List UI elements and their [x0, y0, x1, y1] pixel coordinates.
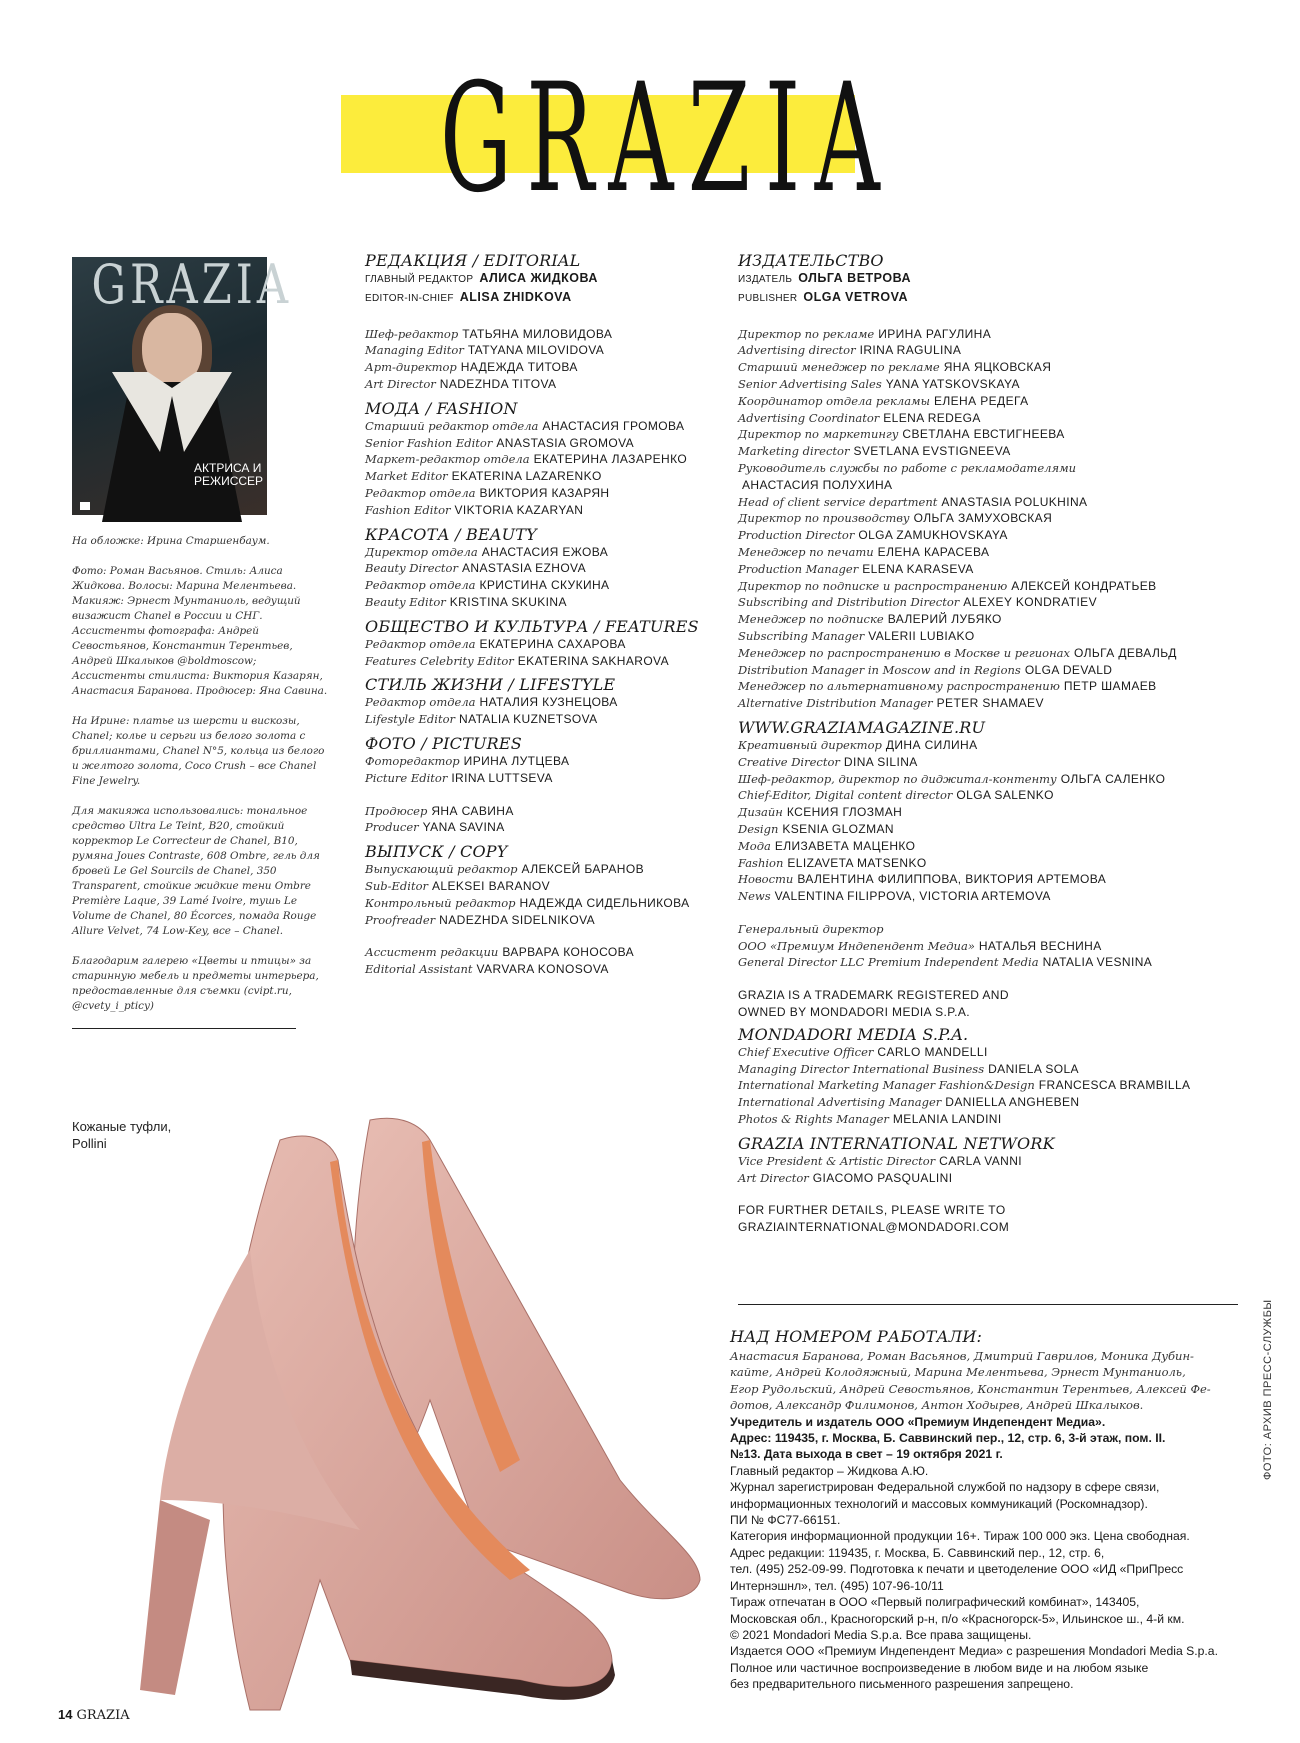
- staff-line: [738, 510, 1258, 527]
- credits-title: НАД НОМЕРОМ РАБОТАЛИ:: [730, 1327, 983, 1346]
- staff-role: General Director LLC Premium Independent Media: [738, 955, 1039, 970]
- staff-line: [365, 912, 710, 929]
- staff-name: DANIELA SOLA: [988, 1061, 1079, 1076]
- staff-name: ОЛЬГА ЗАМУХОВСКАЯ: [913, 511, 1053, 526]
- masthead-logo: GRAZIA: [440, 52, 895, 226]
- caption-paragraph: На Ирине: платье из шерсти и вискозы, Chanel; колье и серьги из белого золота с бриллиантами, Chanel N°5, кольца из белого и желтого золота, Coco Crush – все Chanel Fine Jewelry.: [72, 715, 325, 787]
- staff-name: PETER SHAMAEV: [936, 696, 1044, 711]
- staff-line: [738, 787, 1258, 804]
- text-line: GRAZIAINTERNATIONAL@MONDADORI.COM: [738, 1220, 1010, 1235]
- staff-name: АНАСТАСИЯ ГРОМОВА: [542, 418, 685, 433]
- staff-line: [365, 435, 710, 452]
- staff-line: [738, 594, 1258, 611]
- caption-paragraph: Для макияжа использовались: тональное средство Ultra Le Teint, B20, стойкий корректор Le Correcteur de Chanel, B10, румяна Joues Contraste, 608 Ombre, гель для бровей Le Gel Sourcils de Chanel, 350 Transparent, стойкие жидкие тени Ombre Première Laque, 39 Lamé Ivoire, тушь Le Volume de Chanel, 80 Écorces, помада Rouge Allure Velvet, 74 Low-Key, все – Chanel.: [72, 805, 320, 937]
- role-label: PUBLISHER: [738, 292, 798, 304]
- staff-line: [365, 289, 710, 308]
- staff-name: ELENA REDEGA: [883, 410, 981, 425]
- staff-name: ВАРВАРА КОНОСОВА: [502, 945, 635, 960]
- staff-role: Старший менеджер по рекламе: [738, 360, 940, 375]
- cover-dress: [102, 382, 242, 522]
- staff-line: [365, 636, 710, 653]
- credits-rule: [738, 1304, 1238, 1305]
- text-line: Адрес: 119435, г. Москва, Б. Саввинский пер., 12, стр. 6, 3-й этаж, пом. II.: [730, 1431, 1166, 1446]
- staff-line: [365, 770, 710, 787]
- staff-line: [738, 737, 1258, 754]
- staff-role: Fashion: [738, 855, 784, 870]
- staff-line: [738, 871, 1258, 888]
- staff-name: ANASTASIA GROMOVA: [496, 435, 635, 450]
- photo-credit-vertical: ФОТО: АРХИВ ПРЕСС-СЛУЖБЫ: [1262, 1299, 1274, 1480]
- role-label: ИЗДАТЕЛЬ: [738, 274, 793, 285]
- staff-name: DANIELLA ANGHEBEN: [945, 1095, 1080, 1110]
- staff-role: Руководитель службы по работе с рекламодателями: [738, 460, 1077, 475]
- staff-line: [738, 855, 1258, 872]
- staff-role: Art Director: [738, 1170, 809, 1185]
- staff-name: EKATERINA LAZARENKO: [451, 469, 602, 484]
- staff-role: Head of client service department: [738, 494, 938, 509]
- staff-name: ОЛЬГА САЛЕНКО: [1060, 771, 1166, 786]
- staff-line: [365, 653, 710, 670]
- staff-name: АЛЕКСЕЙ БАРАНОВ: [521, 862, 645, 877]
- staff-role: Шеф-редактор, директор по диджитал-контенту: [738, 771, 1057, 786]
- staff-role: Design: [738, 821, 779, 836]
- staff-role: Редактор отдела: [365, 636, 476, 651]
- staff-line: [738, 921, 1258, 938]
- staff-line: [365, 961, 710, 978]
- staff-name: NATALIA VESNINA: [1042, 955, 1153, 970]
- staff-line: [738, 888, 1258, 905]
- staff-name: ELENA KARASEVA: [862, 561, 974, 576]
- staff-line: [738, 1077, 1258, 1094]
- staff-line: [365, 878, 710, 895]
- staff-line: [738, 359, 1258, 376]
- staff-role: International Marketing Manager Fashion&Design: [738, 1078, 1035, 1093]
- text-line: кайте, Андрей Колодяжный, Марина Мелентьева, Эрнест Мунтаниоль,: [730, 1365, 1186, 1380]
- staff-name: КСЕНИЯ ГЛОЗМАН: [786, 805, 903, 820]
- staff-name: ИРИНА ЛУТЦЕВА: [463, 753, 570, 768]
- staff-role: Менеджер по распространению в Москве и регионах: [738, 645, 1070, 660]
- staff-line: [738, 662, 1258, 679]
- staff-name: ЕЛИЗАВЕТА МАЦЕНКО: [774, 838, 916, 853]
- staff-role: Fashion Editor: [365, 502, 451, 517]
- staff-name: NADEZHDA TITOVA: [439, 376, 557, 391]
- staff-name: IRINA RAGULINA: [859, 343, 962, 358]
- staff-role: Art Director: [365, 376, 436, 391]
- staff-role: Генеральный директор: [738, 921, 884, 936]
- credits-block: [730, 1327, 1250, 1693]
- staff-role: Новости: [738, 872, 794, 887]
- staff-role: Креативный директор: [738, 737, 882, 752]
- cover-thumbnail: [72, 253, 293, 515]
- staff-line: [738, 1111, 1258, 1128]
- staff-line: [738, 645, 1258, 662]
- staff-line: [738, 838, 1258, 855]
- role-label: EDITOR-IN-CHIEF: [365, 292, 454, 304]
- front-shoe-heel: [140, 1500, 210, 1695]
- staff-role: Продюсер: [365, 803, 428, 818]
- staff-role: Chief Executive Officer: [738, 1044, 874, 1059]
- text-line: дотов, Александр Филимонов, Антон Ходырев, Андрей Шкалыков.: [730, 1398, 1144, 1413]
- staff-name: ALEKSEI BARANOV: [432, 878, 551, 893]
- cover-tagline: АКТРИСА И РЕЖИССЕР: [194, 461, 264, 488]
- staff-name: VALENTINA FILIPPOVA, VICTORIA ARTEMOVA: [774, 889, 1051, 904]
- staff-role: Beauty Director: [365, 561, 458, 576]
- staff-role: Директор по маркетингу: [738, 427, 899, 442]
- staff-role: Photos & Rights Manager: [738, 1112, 889, 1127]
- staff-line: [738, 326, 1258, 343]
- text-line: информационных технологий и массовых коммуникаций (Роскомнадзор).: [730, 1496, 1148, 1511]
- staff-name: НАДЕЖДА СИДЕЛЬНИКОВА: [519, 895, 690, 910]
- staff-role: Production Manager: [738, 561, 859, 576]
- staff-line: [738, 561, 1258, 578]
- staff-line: [365, 485, 710, 502]
- staff-name: ОЛЬГА ВЕТРОВА: [798, 271, 911, 285]
- staff-name: VALERII LUBIAKO: [868, 628, 975, 643]
- staff-name: YANA YATSKOVSKAYA: [885, 376, 1020, 391]
- staff-name: ANASTASIA POLUKHINA: [941, 494, 1088, 509]
- staff-role: Subscribing Manager: [738, 628, 865, 643]
- staff-role: Менеджер по печати: [738, 544, 874, 559]
- text-line: © 2021 Mondadori Media S.p.a. Все права защищены.: [730, 1627, 1032, 1642]
- staff-line: [738, 494, 1258, 511]
- staff-name: ELIZAVETA MATSENKO: [787, 855, 927, 870]
- publishing-column: [738, 251, 1258, 1236]
- staff-line: [738, 678, 1258, 695]
- folio-title: GRAZIA: [76, 1708, 130, 1723]
- staff-line: [738, 393, 1258, 410]
- text-line: Анастасия Баранова, Роман Васьянов, Дмитрий Гаврилов, Моника Дубин-: [730, 1349, 1194, 1363]
- section-title: ФОТО / PICTURES: [365, 733, 522, 753]
- staff-role: Senior Advertising Sales: [738, 376, 882, 391]
- staff-role: Шеф-редактор: [365, 326, 459, 341]
- staff-line: [365, 861, 710, 878]
- text-line: GRAZIA IS A TRADEMARK REGISTERED AND: [738, 988, 1009, 1003]
- section-title: МОДА / FASHION: [365, 398, 518, 418]
- staff-role: Picture Editor: [365, 770, 448, 785]
- section-title: MONDADORI MEDIA S.P.A.: [738, 1024, 969, 1044]
- staff-name: ОЛЬГА ДЕВАЛЬД: [1073, 645, 1177, 660]
- staff-role: Sub-Editor: [365, 878, 429, 893]
- section-title: WWW.GRAZIAMAGAZINE.RU: [738, 717, 986, 737]
- staff-line: [365, 944, 710, 961]
- staff-line: [365, 895, 710, 912]
- staff-line: [738, 578, 1258, 595]
- staff-line: [365, 376, 710, 393]
- text-line: Главный редактор – Жидкова А.Ю.: [730, 1463, 929, 1478]
- shoe-caption-line: Кожаные туфли,: [72, 1119, 172, 1134]
- text-line: тел. (495) 252-09-99. Подготовка к печати и цветоделение ООО «ИД «ПриПресс: [730, 1562, 1184, 1577]
- staff-role: Vice President & Artistic Director: [738, 1153, 936, 1168]
- staff-name: FRANCESCA BRAMBILLA: [1038, 1078, 1191, 1093]
- staff-role: Менеджер по подписке: [738, 612, 884, 627]
- staff-name: GIACOMO PASQUALINI: [812, 1170, 953, 1185]
- staff-role: Фоторедактор: [365, 753, 460, 768]
- staff-line: [365, 694, 710, 711]
- staff-line: [365, 803, 710, 820]
- staff-name: NADEZHDA SIDELNIKOVA: [439, 912, 595, 927]
- staff-role: Editorial Assistant: [365, 962, 473, 977]
- text-line: Адрес редакции: 119435, г. Москва, Б. Саввинский пер., 12, стр. 6,: [730, 1545, 1105, 1560]
- staff-role: Market Editor: [365, 469, 448, 484]
- staff-name: ТАТЬЯНА МИЛОВИДОВА: [462, 326, 613, 341]
- caption-paragraph: На обложке: Ирина Старшенбаум.: [72, 535, 270, 547]
- staff-role: Арт-директор: [365, 360, 457, 375]
- staff-name: ВИКТОРИЯ КАЗАРЯН: [479, 485, 610, 500]
- staff-role: Директор по подписке и распространению: [738, 578, 1008, 593]
- staff-name: АНАСТАСИЯ ЕЖОВА: [481, 544, 609, 559]
- staff-line: [738, 1170, 1258, 1187]
- staff-name: KRISTINA SKUKINA: [449, 594, 567, 609]
- staff-role: Менеджер по альтернативному распространению: [738, 679, 1060, 694]
- staff-name: ЯНА ЯЦКОВСКАЯ: [943, 360, 1052, 375]
- text-line: Егор Рудольский, Андрей Севостьянов, Константин Терентьев, Алексей Фе-: [730, 1381, 1211, 1396]
- staff-name: ALISA ZHIDKOVA: [459, 289, 572, 304]
- staff-name: ВАЛЕНТИНА ФИЛИППОВА, ВИКТОРИЯ АРТЕМОВА: [797, 872, 1107, 887]
- staff-line: [738, 410, 1258, 427]
- staff-line: [365, 594, 710, 611]
- staff-role: Редактор отдела: [365, 695, 476, 710]
- staff-role: Beauty Editor: [365, 594, 446, 609]
- staff-line: [738, 426, 1258, 443]
- staff-name: НАДЕЖДА ТИТОВА: [460, 360, 578, 375]
- staff-line: [738, 804, 1258, 821]
- staff-name: ЕКАТЕРИНА ЛАЗАРЕНКО: [533, 452, 688, 467]
- staff-role: Marketing director: [738, 444, 850, 459]
- staff-name: EKATERINA SAKHAROVA: [517, 653, 669, 668]
- staff-name: CARLO MANDELLI: [877, 1044, 988, 1059]
- staff-name: OLGA ZAMUKHOVSKAYA: [858, 528, 1008, 543]
- staff-role: Proofreader: [365, 912, 436, 927]
- staff-role: Advertising Coordinator: [738, 410, 880, 425]
- staff-role: Advertising director: [738, 343, 856, 358]
- section-title: ИЗДАТЕЛЬСТВО: [738, 251, 884, 270]
- staff-name: VIKTORIA KAZARYAN: [454, 502, 584, 517]
- staff-line: [738, 938, 1258, 955]
- staff-line: [738, 771, 1258, 788]
- staff-role: Редактор отдела: [365, 578, 476, 593]
- staff-name: НАТАЛЬЯ ВЕСНИНА: [978, 938, 1102, 953]
- staff-role: Редактор отдела: [365, 485, 476, 500]
- staff-line: [365, 418, 710, 435]
- staff-role: Chief-Editor, Digital content director: [738, 788, 953, 803]
- staff-line: [365, 342, 710, 359]
- section-title: РЕДАКЦИЯ / EDITORIAL: [365, 251, 581, 270]
- staff-role: Маркет-редактор отдела: [365, 452, 530, 467]
- staff-line: [738, 477, 1258, 494]
- staff-line: [738, 954, 1258, 971]
- staff-role: Managing Director International Business: [738, 1061, 985, 1076]
- section-title: СТИЛЬ ЖИЗНИ / LIFESTYLE: [365, 675, 616, 695]
- text-line: ПИ № ФС77-66151.: [730, 1513, 841, 1528]
- staff-name: СВЕТЛАНА ЕВСТИГНЕЕВА: [902, 427, 1065, 442]
- staff-name: ПЕТР ШАМАЕВ: [1063, 679, 1157, 694]
- staff-line: [365, 326, 710, 343]
- staff-name: ЕЛЕНА РЕДЕГА: [933, 393, 1029, 408]
- staff-line: [738, 544, 1258, 561]
- staff-name: KSENIA GLOZMAN: [782, 821, 895, 836]
- staff-name: ЕЛЕНА КАРАСЕВА: [877, 544, 990, 559]
- staff-line: [738, 628, 1258, 645]
- staff-role: Контрольный редактор: [365, 895, 516, 910]
- page-number: 14: [58, 1707, 73, 1722]
- staff-role: Producer: [365, 820, 419, 835]
- staff-line: [738, 376, 1258, 393]
- caption-paragraph: Фото: Роман Васьянов. Стиль: Алиса Жидкова. Волосы: Марина Мелентьева. Макияж: Эрнест Мунтаниоль, ведущий визажист Chanel в России и СНГ. Ассистенты фотографа: Андрей Севостьянов, Константин Терентьев, Андрей Шкалыков @boldmoscow; Ассистенты стилиста: Виктория Казарян, Анастасия Баранова. Продюсер: Яна Савина.: [72, 565, 328, 697]
- staff-role: Директор отдела: [365, 544, 478, 559]
- staff-role: Выпускающий редактор: [365, 862, 518, 877]
- text-line: Учредитель и издатель ООО «Премиум Индепендент Медиа».: [730, 1414, 1106, 1429]
- section-title: КРАСОТА / BEAUTY: [365, 524, 537, 544]
- staff-name: АЛИСА ЖИДКОВА: [479, 271, 598, 285]
- staff-name: ALEXEY KONDRATIEV: [963, 595, 1097, 610]
- staff-role: Директор по рекламе: [738, 326, 875, 341]
- staff-name: CARLA VANNI: [939, 1153, 1023, 1168]
- staff-name: DINA SILINA: [843, 754, 918, 769]
- text-line: Журнал зарегистрирован Федеральной службой по надзору в сфере связи,: [730, 1480, 1160, 1495]
- staff-name: ЯНА САВИНА: [431, 803, 514, 818]
- staff-name: SVETLANA EVSTIGNEEVA: [853, 444, 1011, 459]
- staff-line: [365, 560, 710, 577]
- staff-line: [365, 711, 710, 728]
- text-line: Издается ООО «Премиум Индепендент Медиа» с разрешения Mondadori Media S.p.a.: [730, 1644, 1218, 1659]
- staff-line: [738, 1061, 1258, 1078]
- staff-line: [365, 451, 710, 468]
- text-line: Категория информационной продукции 16+. Тираж 100 000 экз. Цена свободная.: [730, 1529, 1190, 1544]
- staff-line: [738, 289, 1258, 308]
- staff-line: [738, 443, 1258, 460]
- text-line: без предварительного письменного разрешения запрещено.: [730, 1677, 1074, 1692]
- shoes-photo: [100, 1100, 720, 1720]
- staff-name: НАТАЛИЯ КУЗНЕЦОВА: [479, 695, 618, 710]
- staff-name: ЕКАТЕРИНА САХАРОВА: [479, 636, 626, 651]
- text-line: №13. Дата выхода в свет – 19 октября 2021 г.: [730, 1447, 1003, 1462]
- text-line: OWNED BY MONDADORI MEDIA S.P.A.: [738, 1005, 970, 1020]
- staff-role: Features Celebrity Editor: [365, 653, 514, 668]
- staff-name: TATYANA MILOVIDOVA: [467, 343, 605, 358]
- staff-line: [365, 544, 710, 561]
- text-line: Московская обл., Красногорский р-н, п/о «Красногорск-5», Ильинское ш., 4-й км.: [730, 1611, 1185, 1626]
- staff-name: АЛЕКСЕЙ КОНДРАТЬЕВ: [1011, 578, 1157, 593]
- staff-role: Ассистент редакции: [365, 945, 499, 960]
- staff-role: Мода: [738, 838, 771, 853]
- caption-rule: [72, 1028, 296, 1029]
- staff-name: OLGA SALENKO: [956, 788, 1054, 803]
- staff-line: [365, 270, 710, 289]
- staff-line: [365, 819, 710, 836]
- staff-role: Директор по производству: [738, 511, 910, 526]
- text-line: Полное или частичное воспроизведение в любом виде и на любом языке: [730, 1660, 1149, 1675]
- staff-role: Дизайн: [738, 805, 783, 820]
- role-label: ГЛАВНЫЙ РЕДАКТОР: [365, 274, 474, 285]
- staff-name: ANASTASIA EZHOVA: [461, 561, 586, 576]
- section-title: GRAZIA INTERNATIONAL NETWORK: [738, 1133, 1055, 1153]
- staff-role: ООО «Премиум Индепендент Медиа»: [738, 938, 975, 953]
- staff-line: [365, 502, 710, 519]
- staff-line: [738, 342, 1258, 359]
- staff-role: Production Director: [738, 528, 855, 543]
- staff-name: ВАЛЕРИЙ ЛУБЯКО: [887, 612, 1002, 627]
- staff-line: [738, 1044, 1258, 1061]
- staff-role: Managing Editor: [365, 343, 464, 358]
- staff-name: VARVARA KONOSOVA: [476, 962, 609, 977]
- staff-role: Lifestyle Editor: [365, 712, 456, 727]
- staff-name: КРИСТИНА СКУКИНА: [479, 578, 610, 593]
- staff-name: YANA SAVINA: [422, 820, 505, 835]
- staff-line: [365, 359, 710, 376]
- staff-role: Subscribing and Distribution Director: [738, 595, 960, 610]
- staff-name: MELANIA LANDINI: [892, 1112, 1002, 1127]
- editorial-column: [365, 251, 710, 978]
- staff-role: Координатор отдела рекламы: [738, 393, 930, 408]
- staff-role: Distribution Manager in Moscow and in Regions: [738, 662, 1021, 677]
- staff-role: International Advertising Manager: [738, 1095, 942, 1110]
- staff-line: [738, 1094, 1258, 1111]
- staff-line: [738, 270, 1258, 289]
- staff-name: IRINA LUTTSEVA: [451, 770, 553, 785]
- section-title: ВЫПУСК / COPY: [365, 842, 508, 862]
- staff-name: OLGA VETROVA: [803, 289, 909, 304]
- folio: [58, 1707, 130, 1723]
- staff-name: OLGA DEVALD: [1024, 662, 1113, 677]
- staff-role: Creative Director: [738, 754, 840, 769]
- staff-name: АНАСТАСИЯ ПОЛУХИНА: [742, 477, 893, 492]
- text-line: FOR FURTHER DETAILS, PLEASE WRITE TO: [738, 1203, 1006, 1218]
- staff-line: [738, 1153, 1258, 1170]
- staff-line: [738, 460, 1258, 477]
- staff-name: NATALIA KUZNETSOVA: [459, 712, 598, 727]
- staff-role: Старший редактор отдела: [365, 418, 539, 433]
- staff-line: [738, 611, 1258, 628]
- staff-line: [738, 695, 1258, 712]
- caption-paragraph: Благодарим галерею «Цветы и птицы» за старинную мебель и предметы интерьера, предоставленные для съемки (cvipt.ru, @cvety_i_pticy): [72, 955, 319, 1012]
- cover-barcode: [80, 502, 90, 510]
- staff-role: News: [738, 889, 771, 904]
- cover-caption: [72, 534, 332, 1029]
- staff-role: Alternative Distribution Manager: [738, 696, 933, 711]
- shoe-caption-line: Pollini: [72, 1136, 107, 1151]
- staff-name: ДИНА СИЛИНА: [885, 737, 978, 752]
- staff-role: Senior Fashion Editor: [365, 435, 493, 450]
- staff-line: [738, 821, 1258, 838]
- staff-line: [365, 468, 710, 485]
- staff-line: [738, 527, 1258, 544]
- staff-line: [365, 753, 710, 770]
- text-line: Интернэшнл», тел. (495) 107-96-10/11: [730, 1578, 944, 1593]
- text-line: Тираж отпечатан в ООО «Первый полиграфический комбинат», 143405,: [730, 1595, 1140, 1610]
- section-title: ОБЩЕСТВО И КУЛЬТУРА / FEATURES: [365, 616, 699, 636]
- staff-line: [738, 754, 1258, 771]
- staff-line: [365, 577, 710, 594]
- staff-name: ИРИНА РАГУЛИНА: [878, 326, 992, 341]
- cover-logo: GRAZIA: [91, 253, 293, 316]
